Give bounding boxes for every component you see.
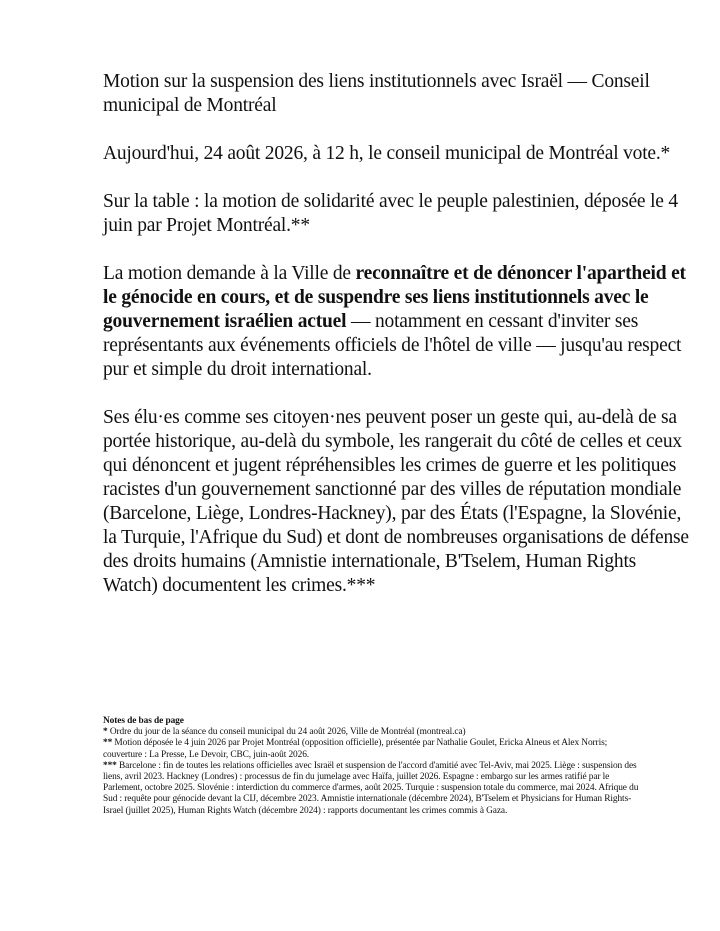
footnote-3-text: Barcelone : fin de toutes les relations officielles avec Israël et suspension de l'accord d'amitié avec Tel-Aviv, mai 2025. Liège : suspension des liens, avril 2023. Hackney (Londres) : processus de fin du jumelage avec Haïfa, juillet 2026. Espagne : embargo sur les armes ratifié par le Parlement, octobre 2025. Slovénie : interdiction du commerce d'armes, août 2025. Turquie : suspension totale du commerce, mai 2024. Afrique du Sud : requête pour génocide devant la CIJ, décembre 2023. Amnistie internationale (décembre 2024), B'Tselem et Physicians for Human Rights-Israel (juillet 2025), Human Rights Watch (décembre 2024) : rapports documentant les crimes commis à Gaza. <box>103 760 639 816</box>
footnote-1-text: Ordre du jour de la séance du conseil municipal du 24 août 2026, Ville de Montréal (montreal.ca) <box>107 727 466 738</box>
motion-demands-prefix: La motion demande à la Ville de <box>103 263 356 284</box>
footnote-3-marker: *** <box>103 760 117 771</box>
paragraph-vote-date: Aujourd'hui, 24 août 2026, à 12 h, le conseil municipal de Montréal vote.* <box>103 143 671 164</box>
document-body <box>103 70 693 598</box>
footnote-2-text: Motion déposée le 4 juin 2026 par Projet Montréal (opposition officielle), présentée par Nathalie Goulet, Ericka Alneus et Alex Norris; couverture : La Presse, Le Devoir, CBC, juin-août 2026. <box>103 738 608 760</box>
paragraph-motion-demands <box>103 262 693 382</box>
document-title: Motion sur la suspension des liens institutionnels avec Israël — Conseil municipal de Montréal <box>103 71 650 116</box>
footnote-3 <box>103 761 643 817</box>
footnote-1 <box>103 727 643 738</box>
footnotes-section <box>103 716 643 817</box>
footnote-1-marker: * <box>103 727 108 738</box>
footnote-2 <box>103 738 643 760</box>
footnote-2-marker: ** <box>103 738 113 749</box>
footnotes-heading: Notes de bas de page <box>103 716 184 726</box>
motion-demands-suffix: — notamment en cessant d'inviter ses représentants aux événements officiels de l'hôtel de ville — jusqu'au respect pur et simple du droit international. <box>103 311 682 380</box>
paragraph-motion-on-table: Sur la table : la motion de solidarité avec le peuple palestinien, déposée le 4 juin par Projet Montréal.** <box>103 191 678 236</box>
motion-demands-bold: reconnaître et de dénoncer l'apartheid et le génocide en cours, et de suspendre ses liens institutionnels avec le gouvernement israélien actuel <box>103 263 686 332</box>
paragraph-elected-officials: Ses élu·es comme ses citoyen·nes peuvent poser un geste qui, au-delà de sa portée historique, au-delà du symbole, les rangerait du côté de celles et ceux qui dénoncent et jugent répréhensibles les crimes de guerre et les politiques racistes d'un gouvernement sanctionné par des villes de réputation mondiale (Barcelone, Liège, Londres-Hackney), par des États (l'Espagne, la Slovénie, la Turquie, l'Afrique du Sud) et dont de nombreuses organisations de défense des droits humains (Amnistie internationale, B'Tselem, Human Rights Watch) documentent les crimes.*** <box>103 407 689 596</box>
